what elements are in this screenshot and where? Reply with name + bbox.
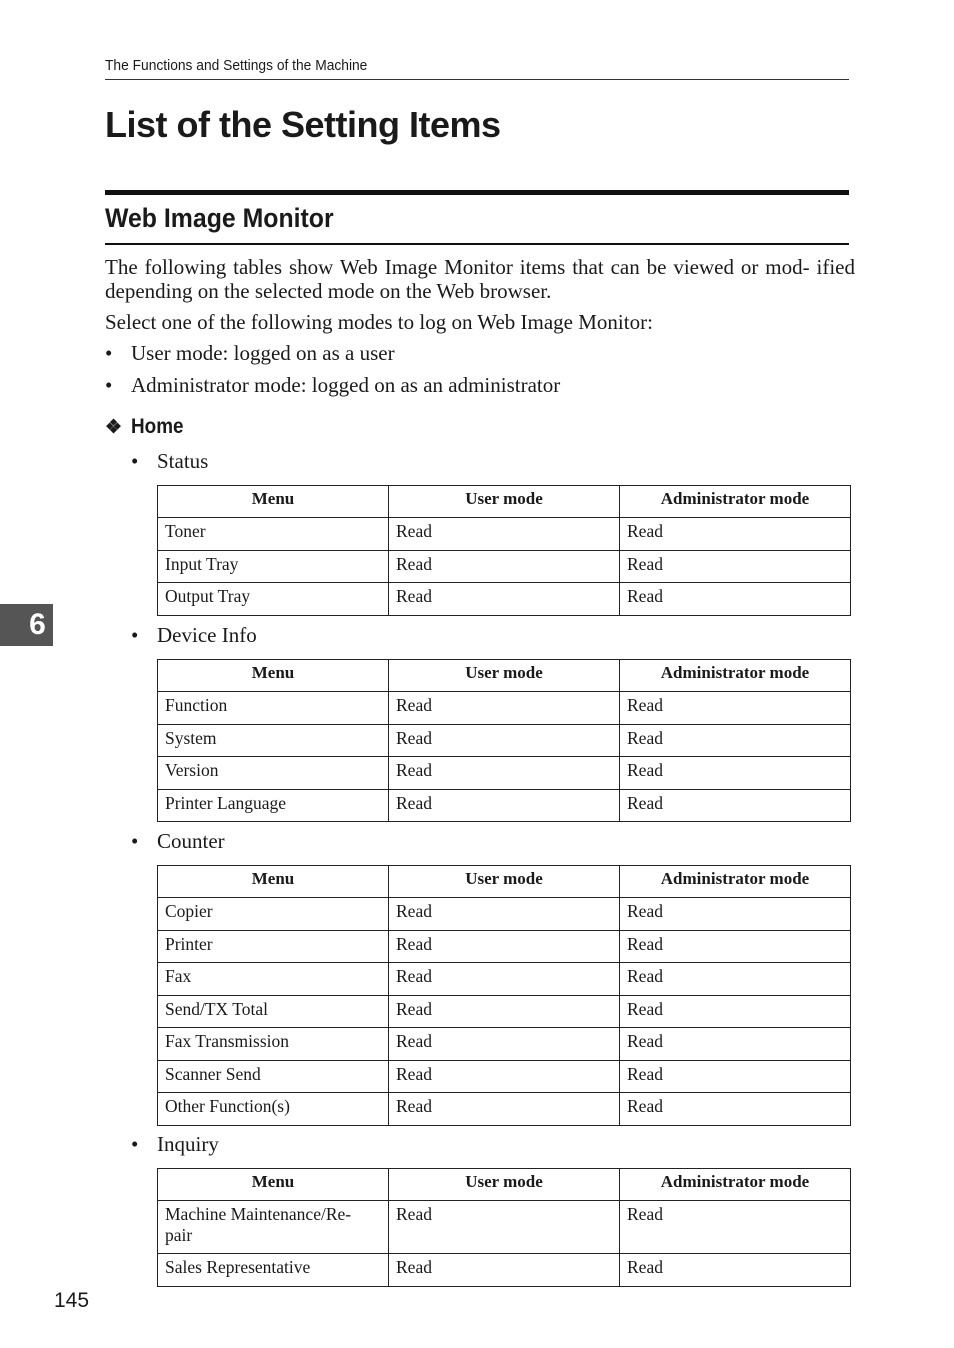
admin-mode-cell: Read	[620, 583, 851, 616]
user-mode-cell: Read	[389, 550, 620, 583]
select-mode-paragraph: Select one of the following modes to log on Web Image Monitor:	[105, 310, 653, 334]
menu-cell: Toner	[158, 518, 389, 551]
page-title: List of the Setting Items	[105, 104, 501, 145]
menu-cell: Scanner Send	[158, 1060, 389, 1093]
admin-mode-cell: Read	[620, 1060, 851, 1093]
section-rule-bottom	[105, 243, 849, 245]
table-row	[158, 724, 851, 757]
section-rule-top	[105, 190, 849, 195]
user-mode-cell: Read	[389, 963, 620, 996]
column-header-admin-mode: Administrator mode	[620, 660, 851, 692]
table-row	[158, 898, 851, 931]
column-header-menu: Menu	[158, 1169, 389, 1201]
column-header-menu: Menu	[158, 486, 389, 518]
admin-mode-cell: Read	[620, 995, 851, 1028]
menu-cell: Printer	[158, 930, 389, 963]
table-row	[158, 757, 851, 790]
column-header-user-mode: User mode	[389, 486, 620, 518]
group-bullet	[131, 623, 257, 647]
table-row	[158, 995, 851, 1028]
bullet-icon: •	[105, 373, 113, 397]
admin-mode-cell: Read	[620, 550, 851, 583]
chapter-tab: 6	[0, 604, 53, 646]
menu-cell: Sales Representative	[158, 1254, 389, 1287]
mode-label: Administrator mode: logged on as an administrator	[131, 373, 561, 397]
user-mode-cell: Read	[389, 692, 620, 725]
user-mode-cell: Read	[389, 1060, 620, 1093]
admin-mode-cell: Read	[620, 930, 851, 963]
column-header-admin-mode: Administrator mode	[620, 486, 851, 518]
table-header-row	[158, 660, 851, 692]
diamond-bullet-icon: ❖	[105, 417, 123, 438]
group-title: Status	[157, 449, 209, 473]
user-mode-cell: Read	[389, 518, 620, 551]
admin-mode-cell: Read	[620, 724, 851, 757]
table-row	[158, 930, 851, 963]
group-bullet	[131, 829, 225, 853]
bullet-icon: •	[131, 623, 139, 647]
user-mode-cell: Read	[389, 1093, 620, 1126]
user-mode-cell: Read	[389, 898, 620, 931]
table-row	[158, 1201, 851, 1254]
menu-cell: Output Tray	[158, 583, 389, 616]
mode-list-item	[105, 373, 560, 397]
table-row	[158, 1060, 851, 1093]
column-header-menu: Menu	[158, 660, 389, 692]
admin-mode-cell: Read	[620, 898, 851, 931]
table-row	[158, 1093, 851, 1126]
subsection-heading	[105, 415, 189, 439]
table-row	[158, 550, 851, 583]
mode-label: User mode: logged on as a user	[131, 341, 395, 365]
user-mode-cell: Read	[389, 1201, 620, 1254]
admin-mode-cell: Read	[620, 1028, 851, 1061]
bullet-icon: •	[131, 449, 139, 473]
group-title: Inquiry	[157, 1132, 219, 1156]
settings-table	[157, 485, 851, 616]
group-title: Counter	[157, 829, 225, 853]
column-header-menu: Menu	[158, 866, 389, 898]
settings-table	[157, 659, 851, 822]
bullet-icon: •	[131, 829, 139, 853]
user-mode-cell: Read	[389, 583, 620, 616]
column-header-user-mode: User mode	[389, 660, 620, 692]
group-bullet	[131, 449, 208, 473]
column-header-user-mode: User mode	[389, 866, 620, 898]
menu-cell: Version	[158, 757, 389, 790]
running-head: The Functions and Settings of the Machine	[105, 57, 368, 74]
menu-cell: System	[158, 724, 389, 757]
column-header-user-mode: User mode	[389, 1169, 620, 1201]
bullet-icon: •	[105, 341, 113, 365]
table-row	[158, 692, 851, 725]
admin-mode-cell: Read	[620, 789, 851, 822]
intro-paragraph: The following tables show Web Image Monitor items that can be viewed or mod- ified depending on the selected mode on the Web browser.	[105, 255, 855, 303]
admin-mode-cell: Read	[620, 1093, 851, 1126]
mode-list-item	[105, 341, 395, 365]
user-mode-cell: Read	[389, 930, 620, 963]
user-mode-cell: Read	[389, 724, 620, 757]
bullet-icon: •	[131, 1132, 139, 1156]
column-header-admin-mode: Administrator mode	[620, 1169, 851, 1201]
column-header-admin-mode: Administrator mode	[620, 866, 851, 898]
table-row	[158, 963, 851, 996]
admin-mode-cell: Read	[620, 963, 851, 996]
section-title: Web Image Monitor	[105, 203, 334, 233]
table-header-row	[158, 486, 851, 518]
menu-cell: Fax	[158, 963, 389, 996]
user-mode-cell: Read	[389, 757, 620, 790]
running-head-rule	[105, 79, 849, 80]
admin-mode-cell: Read	[620, 757, 851, 790]
table-row	[158, 1254, 851, 1287]
page-number: 145	[54, 1289, 90, 1312]
menu-cell: Fax Transmission	[158, 1028, 389, 1061]
admin-mode-cell: Read	[620, 1254, 851, 1287]
admin-mode-cell: Read	[620, 1201, 851, 1254]
menu-cell: Function	[158, 692, 389, 725]
menu-cell: Machine Maintenance/Re- pair	[158, 1201, 389, 1254]
table-header-row	[158, 866, 851, 898]
menu-cell: Printer Language	[158, 789, 389, 822]
user-mode-cell: Read	[389, 789, 620, 822]
group-title: Device Info	[157, 623, 257, 647]
subsection-title: Home	[131, 415, 184, 438]
settings-table	[157, 1168, 851, 1287]
menu-cell: Send/TX Total	[158, 995, 389, 1028]
user-mode-cell: Read	[389, 1028, 620, 1061]
settings-table	[157, 865, 851, 1126]
admin-mode-cell: Read	[620, 518, 851, 551]
table-row	[158, 518, 851, 551]
table-header-row	[158, 1169, 851, 1201]
table-row	[158, 1028, 851, 1061]
menu-cell: Other Function(s)	[158, 1093, 389, 1126]
group-bullet	[131, 1132, 219, 1156]
user-mode-cell: Read	[389, 1254, 620, 1287]
user-mode-cell: Read	[389, 995, 620, 1028]
table-row	[158, 789, 851, 822]
menu-cell: Input Tray	[158, 550, 389, 583]
admin-mode-cell: Read	[620, 692, 851, 725]
menu-cell: Copier	[158, 898, 389, 931]
table-row	[158, 583, 851, 616]
